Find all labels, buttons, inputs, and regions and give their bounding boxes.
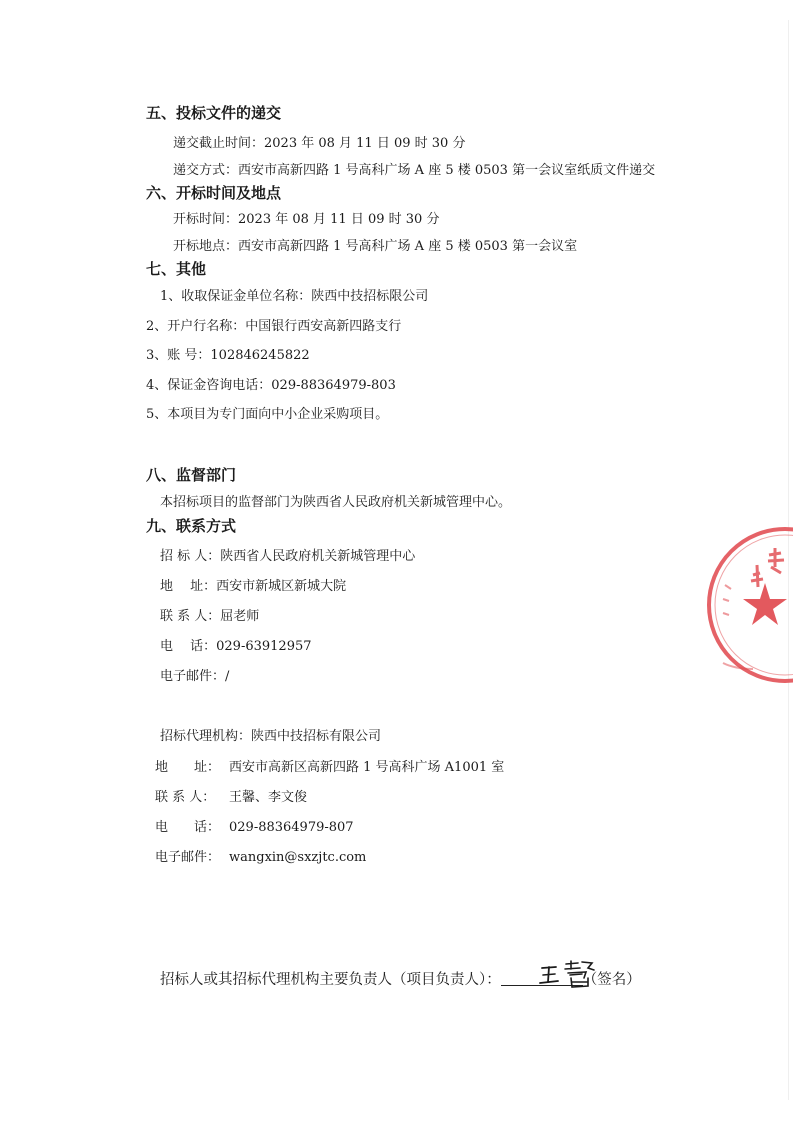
section-6-heading: 六、开标时间及地点 bbox=[146, 184, 282, 202]
signature-prefix: 招标人或其招标代理机构主要负责人（项目负责人）： bbox=[160, 972, 501, 988]
agency-email: wangxin@sxzjtc.com bbox=[229, 850, 367, 865]
section-8-heading: 八、监督部门 bbox=[146, 466, 237, 484]
agency-contact: 王馨、李文俊 bbox=[229, 790, 308, 805]
agency-contact-label: 联 系 人： bbox=[155, 790, 216, 805]
opening-place: 开标地点：西安市高新四路 1 号高科广场 A 座 5 楼 0503 第一会议室 bbox=[173, 239, 578, 254]
section-7-heading: 七、其他 bbox=[146, 260, 207, 278]
tenderer-address: 地 址：西安市新城区新城大院 bbox=[160, 579, 347, 594]
agency-name: 招标代理机构：陕西中技招标有限公司 bbox=[160, 729, 382, 744]
tenderer-email: 电子邮件：/ bbox=[160, 669, 230, 684]
agency-address-label: 地 址： bbox=[155, 760, 221, 775]
section-9-heading: 九、联系方式 bbox=[146, 517, 237, 535]
section-5-heading: 五、投标文件的递交 bbox=[146, 104, 282, 122]
submission-method: 递交方式：西安市高新四路 1 号高科广场 A 座 5 楼 0503 第一会议室纸质文件递交 bbox=[173, 163, 656, 178]
submission-deadline: 递交截止时间：2023 年 08 月 11 日 09 时 30 分 bbox=[173, 136, 466, 151]
opening-time: 开标时间：2023 年 08 月 11 日 09 时 30 分 bbox=[173, 212, 440, 227]
agency-phone-label: 电 话： bbox=[155, 820, 221, 835]
company-seal bbox=[705, 515, 793, 695]
agency-phone: 029-88364979-807 bbox=[229, 820, 354, 835]
agency-email-label: 电子邮件： bbox=[155, 850, 221, 865]
other-item-3: 3、账 号：102846245822 bbox=[146, 348, 310, 363]
tenderer-phone: 电 话：029-63912957 bbox=[160, 639, 312, 654]
tenderer-name: 招 标 人：陕西省人民政府机关新城管理中心 bbox=[160, 549, 416, 564]
other-item-2: 2、开户行名称：中国银行西安高新四路支行 bbox=[146, 319, 402, 334]
other-item-4: 4、保证金咨询电话：029-88364979-803 bbox=[146, 378, 396, 393]
tenderer-contact: 联 系 人：屈老师 bbox=[160, 609, 260, 624]
other-item-5: 5、本项目为专门面向中小企业采购项目。 bbox=[146, 407, 389, 422]
supervision-text: 本招标项目的监督部门为陕西省人民政府机关新城管理中心。 bbox=[160, 495, 512, 510]
agency-address: 西安市高新区高新四路 1 号高科广场 A1001 室 bbox=[229, 760, 505, 775]
signature-suffix: （签名） bbox=[582, 972, 641, 988]
other-item-1: 1、收取保证金单位名称：陕西中技招标限公司 bbox=[160, 289, 429, 304]
handwritten-signature bbox=[538, 960, 600, 990]
